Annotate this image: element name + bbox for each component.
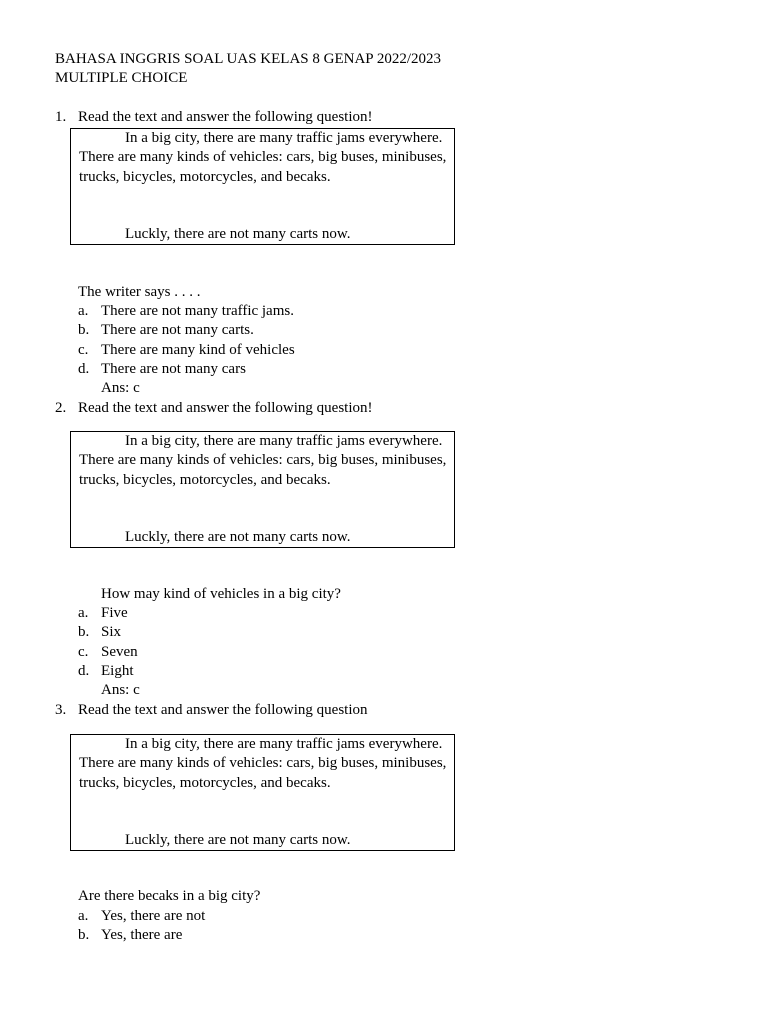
option-letter: a. [78, 605, 89, 621]
document-subtitle: MULTIPLE CHOICE [55, 70, 188, 86]
option-text: Yes, there are not [101, 908, 206, 924]
option-text: There are many kind of vehicles [101, 342, 295, 358]
answer-key: Ans: c [101, 682, 140, 698]
passage-paragraph: Luckly, there are not many carts now. [125, 226, 351, 242]
passage-paragraph: Luckly, there are not many carts now. [125, 832, 351, 848]
option-letter: c. [78, 644, 89, 660]
option-letter: b. [78, 322, 90, 338]
question-prompt: Are there becaks in a big city? [78, 888, 261, 904]
option-letter: c. [78, 342, 89, 358]
passage-paragraph: In a big city, there are many traffic jams everywhere. There are many kinds of vehicles: cars, big buses, minibuses, trucks, bicycles, motorcycles, and becaks. [79, 433, 447, 488]
question-prompt: The writer says . . . . [78, 284, 201, 300]
passage-paragraph: Luckly, there are not many carts now. [125, 529, 351, 545]
reading-passage-box [70, 128, 455, 245]
option-letter: a. [78, 908, 89, 924]
passage-paragraph: In a big city, there are many traffic jams everywhere. There are many kinds of vehicles: cars, big buses, minibuses, trucks, bicycles, motorcycles, and becaks. [79, 736, 447, 791]
answer-key: Ans: c [101, 380, 140, 396]
option-letter: a. [78, 303, 89, 319]
question-number: 1. [55, 109, 67, 125]
document-title: BAHASA INGGRIS SOAL UAS KELAS 8 GENAP 2022/2023 [55, 51, 442, 67]
option-letter: d. [78, 361, 90, 377]
option-text: Six [101, 624, 122, 640]
question-number: 3. [55, 702, 67, 718]
option-text: Five [101, 605, 128, 621]
option-letter: b. [78, 624, 90, 640]
reading-passage-box [70, 734, 455, 851]
option-letter: b. [78, 927, 90, 943]
option-text: There are not many cars [101, 361, 246, 377]
option-text: Yes, there are [101, 927, 183, 943]
option-text: Eight [101, 663, 134, 679]
option-letter: d. [78, 663, 90, 679]
question-instruction: Read the text and answer the following question! [78, 400, 373, 416]
option-text: There are not many carts. [101, 322, 254, 338]
passage-paragraph: In a big city, there are many traffic jams everywhere. There are many kinds of vehicles: cars, big buses, minibuses, trucks, bicycles, motorcycles, and becaks. [79, 130, 447, 185]
question-prompt: How may kind of vehicles in a big city? [101, 586, 341, 602]
reading-passage-box [70, 431, 455, 548]
question-instruction: Read the text and answer the following question [78, 702, 368, 718]
option-text: There are not many traffic jams. [101, 303, 294, 319]
question-instruction: Read the text and answer the following question! [78, 109, 373, 125]
question-number: 2. [55, 400, 67, 416]
option-text: Seven [101, 644, 138, 660]
